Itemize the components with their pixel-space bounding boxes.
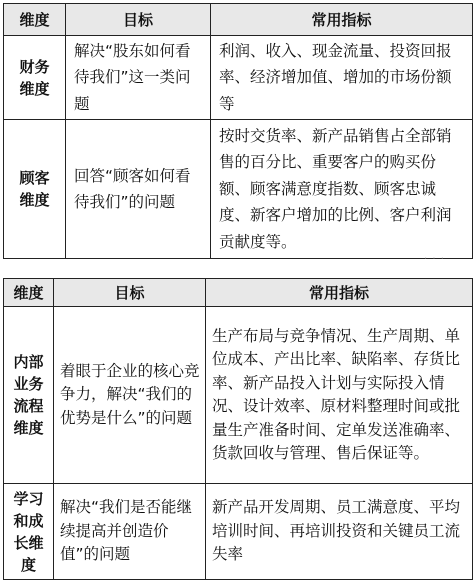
table-row: [4, 120, 473, 259]
header-goal: 目标: [66, 4, 211, 36]
dimension-label: 顾客 维度: [19, 169, 50, 209]
dimension-label: 学习 和成 长维 度: [13, 489, 44, 574]
dimension-cell: [4, 36, 66, 120]
indicators-cell: 新产品开发周期、员工满意度、平均培训时间、再培训投资和关键员工流失率: [206, 484, 473, 580]
table-row: [4, 307, 473, 484]
dimension-cell: [4, 307, 54, 484]
header-dimension: 维度: [4, 279, 54, 307]
table-process-learning: [3, 278, 473, 580]
indicators-cell: 利润、收入、现金流量、投资回报率、经济增加值、增加的市场份额等: [211, 36, 473, 120]
dimension-cell: [4, 484, 54, 580]
header-dimension: 维度: [4, 4, 66, 36]
separator-mark: · · ·: [424, 254, 445, 265]
table-row: [4, 36, 473, 120]
table-header-row: [4, 4, 473, 36]
header-goal: 目标: [54, 279, 206, 307]
header-indicators: 常用指标: [211, 4, 473, 36]
table-financial-customer: [3, 3, 473, 259]
indicators-cell: 生产布局与竞争情况、生产周期、单位成本、产出比率、缺陷率、存货比率、新产品投入计划与实际投入情况、设计效率、原材料整理时间或批量生产准备时间、定单发送准确率、货款回收与管理、售后保证等。: [206, 307, 473, 484]
header-indicators: 常用指标: [206, 279, 473, 307]
dimension-cell: [4, 120, 66, 259]
dimension-label: 财务 维度: [19, 57, 50, 98]
goal-cell: 解决“我们是否能继续提高并创造价值”的问题: [54, 484, 206, 580]
goal-cell: 解决“股东如何看待我们”这一类问题: [66, 36, 211, 120]
goal-cell: 回答“顾客如何看待我们”的问题: [66, 120, 211, 259]
table-header-row: [4, 279, 473, 307]
table-row: [4, 484, 473, 580]
goal-cell: 着眼于企业的核心竞争力，解决“我们的优势是什么”的问题: [54, 307, 206, 484]
dimension-label: 内部 业务 流程 维度: [13, 353, 44, 437]
indicators-cell: 按时交货率、新产品销售占全部销售的百分比、重要客户的购买份额、顾客满意度指数、顾客忠诚度、新客户增加的比例、客户利润贡献度等。: [211, 120, 473, 259]
